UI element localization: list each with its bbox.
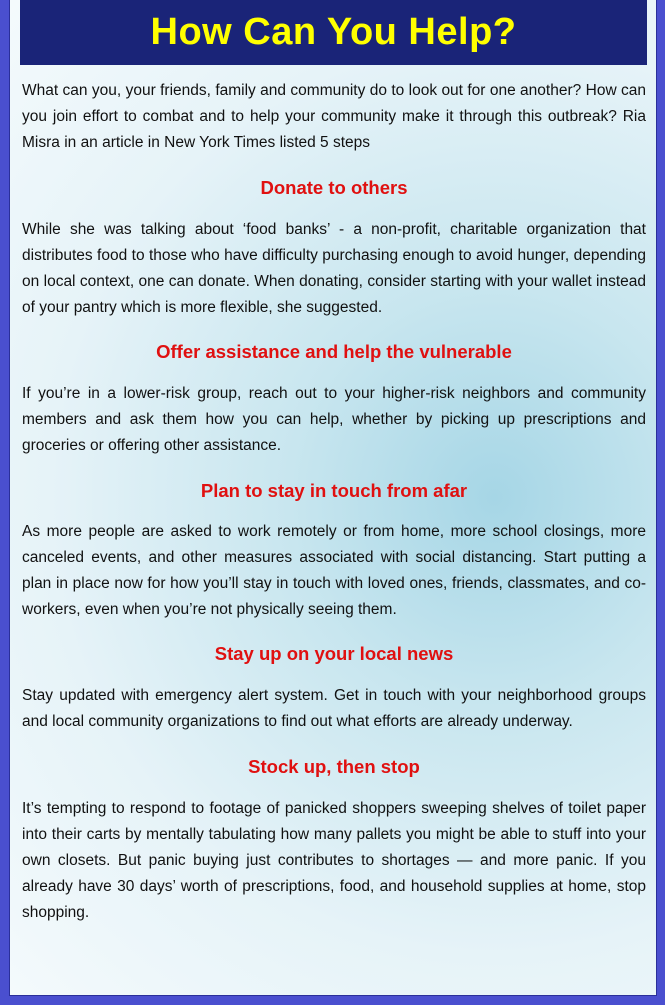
heading-stay-in-touch: Plan to stay in touch from afar bbox=[200, 480, 468, 501]
body-stock-up: It’s tempting to respond to footage of panicked shoppers sweeping shelves of toilet paper into their carts by mentally tabulating how many pallets you might be able to stuff into your own closets. But panic buying just contributes to shortages — and more panic. If you already have 30 days’ worth of prescriptions, food, and household supplies at home, stop shopping. bbox=[22, 800, 646, 921]
heading-offer-assistance: Offer assistance and help the vulnerable bbox=[156, 341, 512, 362]
page-title: How Can You Help? bbox=[150, 11, 517, 53]
heading-donate: Donate to others bbox=[260, 177, 408, 198]
body-local-news: Stay updated with emergency alert system. Get in touch with your neighborhood groups and local community organizations to find out what efforts are already underway. bbox=[22, 687, 646, 730]
body-offer-assistance: If you’re in a lower-risk group, reach out to your higher-risk neighbors and community members and ask them how you can help, whether by picking up prescriptions and groceries or offering other assistance. bbox=[22, 385, 646, 454]
body-donate: While she was talking about ‘food banks’ - a non-profit, charitable organization that distributes food to those who have difficulty purchasing enough to avoid hunger, depending on local context, one can donate. When donating, consider starting with your wallet instead of your pantry which is more flexible, she suggested. bbox=[22, 221, 646, 316]
heading-stock-up: Stock up, then stop bbox=[248, 756, 420, 777]
intro-paragraph: What can you, your friends, family and community do to look out for one another? How can you join effort to combat and to help your community make it through this outbreak? Ria Misra in an article in New York Times listed 5 steps bbox=[22, 82, 646, 151]
heading-local-news: Stay up on your local news bbox=[214, 643, 454, 664]
title-bar bbox=[20, 0, 647, 65]
body-stay-in-touch: As more people are asked to work remotely or from home, more school closings, more canceled events, and other measures associated with social distancing. Start putting a plan in place now for how you’ll stay in touch with loved ones, friends, classmates, and co-workers, even when you’re not physically seeing them. bbox=[22, 523, 646, 618]
article-content bbox=[22, 78, 646, 926]
